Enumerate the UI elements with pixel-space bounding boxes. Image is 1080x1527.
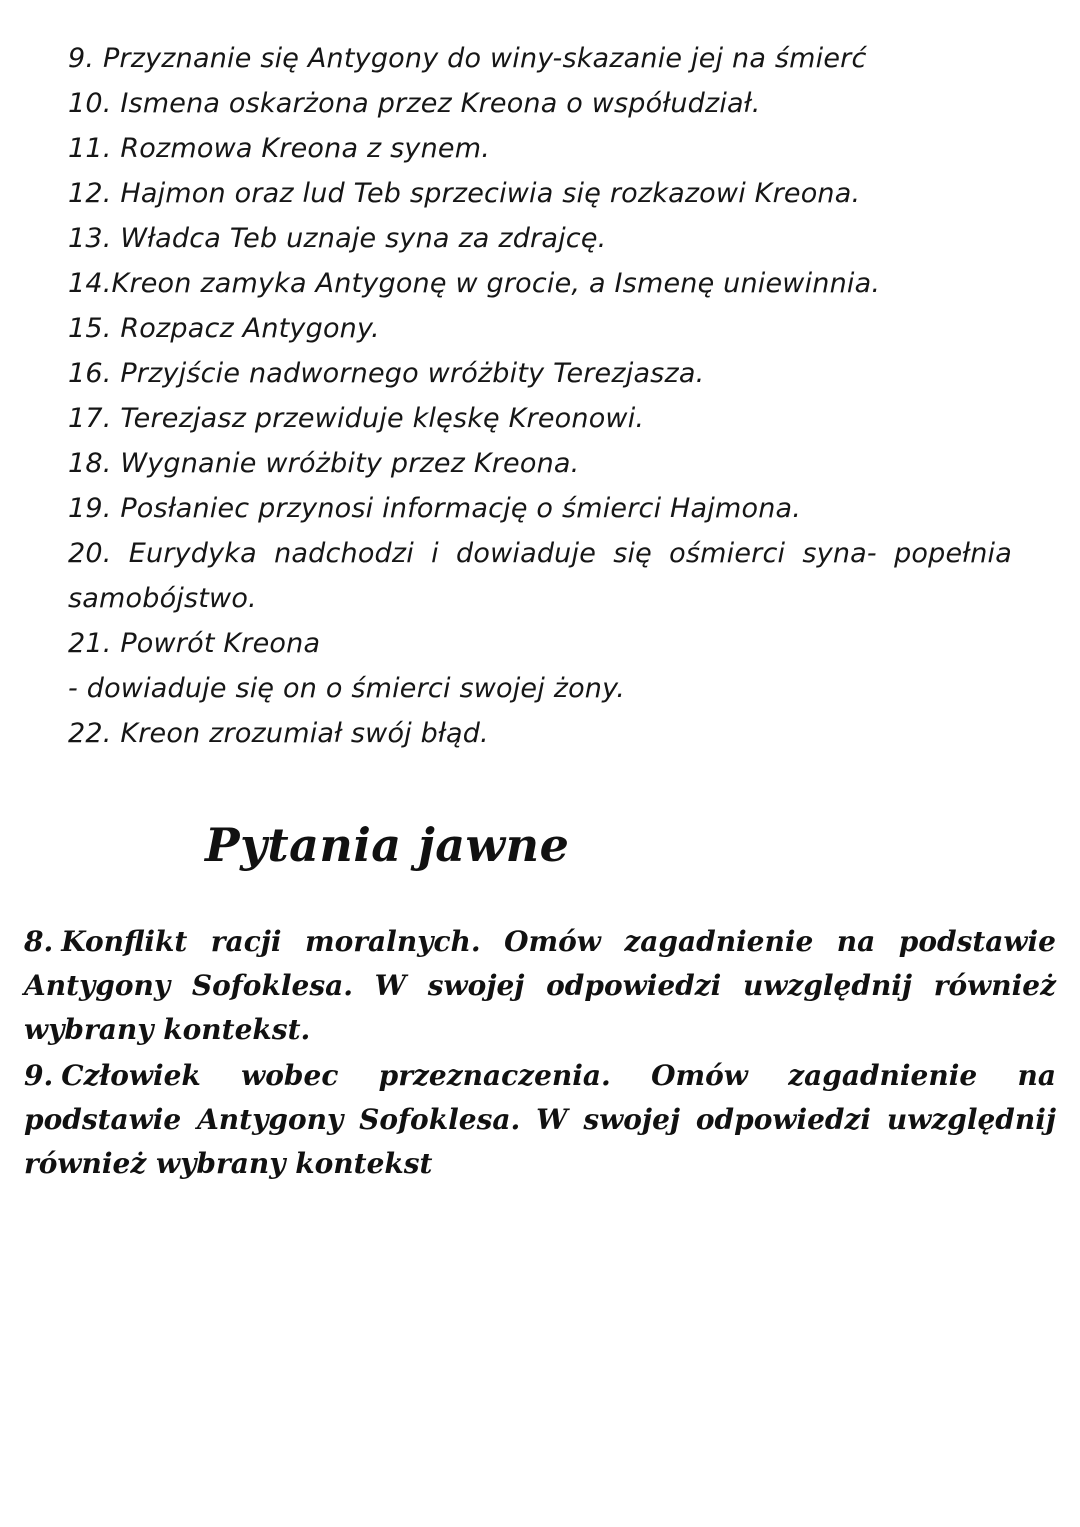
list-item: - dowiaduje się on o śmierci swojej żony. (68, 673, 625, 704)
question-number: 8. (24, 925, 54, 958)
list-item: 15. Rozpacz Antygony. (68, 313, 380, 344)
questions-section (0, 920, 1080, 1186)
question-item (24, 1054, 1056, 1186)
question-text: Konflikt racji moralnych. Omów zagadnienie na podstawie Antygony Sofoklesa. W swojej odpowiedzi uwzględnij również wybrany kontekst. (24, 925, 1056, 1046)
list-item: 18. Wygnanie wróżbity przez Kreona. (68, 448, 580, 479)
list-item: 13. Władca Teb uznaje syna za zdrajcę. (68, 223, 607, 254)
list-item: 9. Przyznanie się Antygony do winy-skazanie jej na śmierć (68, 43, 867, 74)
list-item: 19. Posłaniec przynosi informację o śmierci Hajmona. (68, 493, 802, 524)
list-item: 12. Hajmon oraz lud Teb sprzeciwia się rozkazowi Kreona. (68, 178, 861, 209)
section-heading: Pytania jawne (205, 818, 570, 872)
list-item: 10. Ismena oskarżona przez Kreona o współudział. (68, 88, 761, 119)
list-item: 21. Powrót Kreona (68, 628, 321, 659)
question-text: Człowiek wobec przeznaczenia. Omów zagadnienie na podstawie Antygony Sofoklesa. W swojej odpowiedzi uwzględnij również wybrany kontekst (24, 1059, 1056, 1180)
list-item: 11. Rozmowa Kreona z synem. (68, 133, 490, 164)
list-item: 22. Kreon zrozumiał swój błąd. (68, 718, 489, 749)
plot-points-list (0, 36, 1080, 756)
question-item (24, 920, 1056, 1052)
list-item: 20. Eurydyka nadchodzi i dowiaduje się ośmierci syna- popełnia samobójstwo. (68, 538, 1012, 614)
list-item: 17. Terezjasz przewiduje klęskę Kreonowi. (68, 403, 645, 434)
list-item: 16. Przyjście nadwornego wróżbity Terezjasza. (68, 358, 705, 389)
list-item: 14.Kreon zamyka Antygonę w grocie, a Ismenę uniewinnia. (68, 268, 881, 299)
question-number: 9. (24, 1059, 54, 1092)
